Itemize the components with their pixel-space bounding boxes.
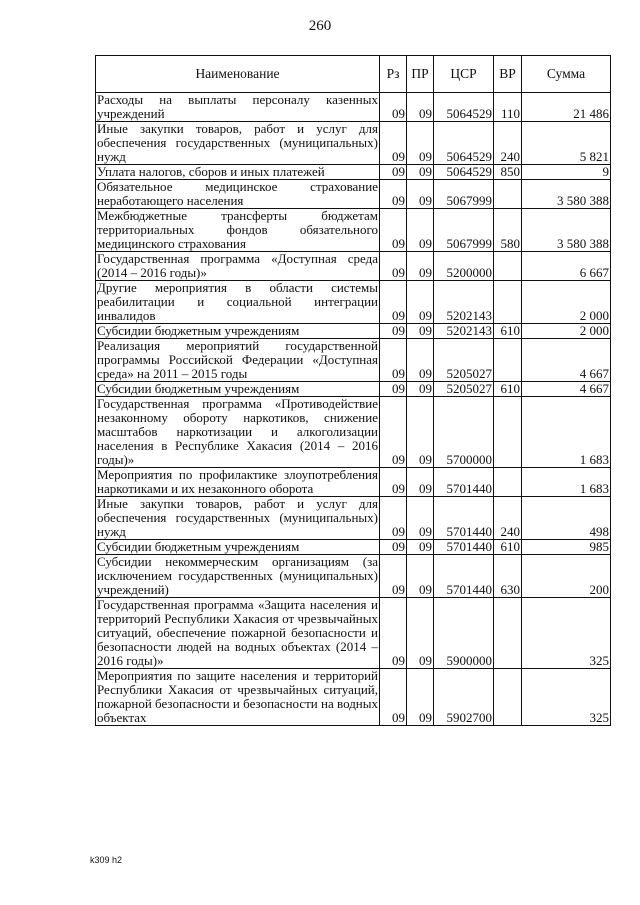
row-name: Обязательное медицинское страхование неработающего населения xyxy=(97,179,378,208)
table-row xyxy=(96,555,611,598)
row-name: Уплата налогов, сборов и иных платежей xyxy=(96,165,380,180)
row-vr xyxy=(494,669,522,726)
row-pr: 09 xyxy=(407,382,434,397)
row-pr: 09 xyxy=(407,180,434,209)
header-pr: ПР xyxy=(407,56,434,93)
row-name: Иные закупки товаров, работ и услуг для обеспечения государственных (муниципальных) нужд xyxy=(97,496,378,539)
budget-table xyxy=(95,55,611,726)
row-vr: 610 xyxy=(494,540,522,555)
row-rz: 09 xyxy=(380,165,407,180)
row-name: Мероприятия по профилактике злоупотребления наркотиками и их незаконного оборота xyxy=(97,467,378,496)
table-row xyxy=(96,598,611,669)
row-rz: 09 xyxy=(380,180,407,209)
row-vr xyxy=(494,397,522,468)
row-vr xyxy=(494,252,522,281)
row-csr: 5902700 xyxy=(434,669,494,726)
row-sum: 498 xyxy=(522,497,611,540)
row-sum: 3 580 388 xyxy=(522,180,611,209)
header-name: Наименование xyxy=(96,56,380,93)
row-csr: 5700000 xyxy=(434,397,494,468)
table-header-row xyxy=(96,56,611,93)
row-name: Субсидии бюджетным учреждениям xyxy=(96,540,380,555)
row-name: Расходы на выплаты персоналу казенных учреждений xyxy=(97,92,378,121)
row-rz: 09 xyxy=(380,339,407,382)
table-row xyxy=(96,497,611,540)
row-pr: 09 xyxy=(407,598,434,669)
row-sum: 5 821 xyxy=(522,122,611,165)
row-vr: 630 xyxy=(494,555,522,598)
table-row xyxy=(96,397,611,468)
row-rz: 09 xyxy=(380,598,407,669)
row-sum: 1 683 xyxy=(522,397,611,468)
row-vr: 240 xyxy=(494,497,522,540)
row-pr: 09 xyxy=(407,209,434,252)
row-sum: 200 xyxy=(522,555,611,598)
table-row xyxy=(96,93,611,122)
row-csr: 5701440 xyxy=(434,555,494,598)
row-rz: 09 xyxy=(380,382,407,397)
row-csr: 5064529 xyxy=(434,122,494,165)
row-vr: 240 xyxy=(494,122,522,165)
row-pr: 09 xyxy=(407,540,434,555)
table-row xyxy=(96,252,611,281)
row-name: Субсидии бюджетным учреждениям xyxy=(96,324,380,339)
row-pr: 09 xyxy=(407,281,434,324)
table-row xyxy=(96,669,611,726)
footer-code: k309 h2 xyxy=(90,855,123,865)
row-name: Государственная программа «Доступная среда (2014 – 2016 годы)» xyxy=(97,251,378,280)
row-csr: 5202143 xyxy=(434,281,494,324)
row-csr: 5701440 xyxy=(434,468,494,497)
row-rz: 09 xyxy=(380,555,407,598)
row-sum: 6 667 xyxy=(522,252,611,281)
row-pr: 09 xyxy=(407,165,434,180)
table-body xyxy=(96,93,611,726)
row-pr: 09 xyxy=(407,468,434,497)
row-name: Субсидии некоммерческим организациям (за исключением государственных (муниципальных) учреждений) xyxy=(97,554,378,597)
row-pr: 09 xyxy=(407,93,434,122)
row-pr: 09 xyxy=(407,122,434,165)
row-sum: 2 000 xyxy=(522,324,611,339)
row-rz: 09 xyxy=(380,122,407,165)
row-vr xyxy=(494,180,522,209)
row-sum: 9 xyxy=(522,165,611,180)
row-name: Государственная программа «Противодействие незаконному обороту наркотиков, снижение масштабов наркотизации и алкоголизации населения в Республике Хакасия (2014 – 2016 годы)» xyxy=(97,396,378,467)
row-rz: 09 xyxy=(380,669,407,726)
row-sum: 325 xyxy=(522,598,611,669)
table-row xyxy=(96,324,611,339)
row-csr: 5064529 xyxy=(434,93,494,122)
row-pr: 09 xyxy=(407,252,434,281)
row-rz: 09 xyxy=(380,324,407,339)
row-rz: 09 xyxy=(380,281,407,324)
row-sum: 2 000 xyxy=(522,281,611,324)
header-sum: Сумма xyxy=(522,56,611,93)
row-rz: 09 xyxy=(380,397,407,468)
row-csr: 5205027 xyxy=(434,339,494,382)
row-vr: 610 xyxy=(494,324,522,339)
table-row xyxy=(96,165,611,180)
header-vr: ВР xyxy=(494,56,522,93)
row-name: Мероприятия по защите населения и территорий Республики Хакасия от чрезвычайных ситуаций, пожарной безопасности и безопасности на водных объектах xyxy=(97,668,378,725)
row-rz: 09 xyxy=(380,540,407,555)
row-sum: 985 xyxy=(522,540,611,555)
header-csr: ЦСР xyxy=(434,56,494,93)
row-rz: 09 xyxy=(380,468,407,497)
row-vr: 610 xyxy=(494,382,522,397)
row-csr: 5202143 xyxy=(434,324,494,339)
row-pr: 09 xyxy=(407,397,434,468)
table-row xyxy=(96,339,611,382)
row-vr xyxy=(494,598,522,669)
row-name: Государственная программа «Защита населения и территорий Республики Хакасия от чрезвычайных ситуаций, обеспечение пожарной безопасности и безопасности людей на водных объектах (2014 – 2016 годы)» xyxy=(97,597,378,668)
row-csr: 5701440 xyxy=(434,540,494,555)
row-pr: 09 xyxy=(407,669,434,726)
row-csr: 5200000 xyxy=(434,252,494,281)
table-row xyxy=(96,122,611,165)
row-csr: 5067999 xyxy=(434,180,494,209)
row-csr: 5205027 xyxy=(434,382,494,397)
table-row xyxy=(96,382,611,397)
row-sum: 1 683 xyxy=(522,468,611,497)
row-csr: 5900000 xyxy=(434,598,494,669)
row-vr xyxy=(494,281,522,324)
row-vr xyxy=(494,468,522,497)
row-sum: 325 xyxy=(522,669,611,726)
header-rz: Рз xyxy=(380,56,407,93)
table-row xyxy=(96,281,611,324)
table-row xyxy=(96,209,611,252)
row-pr: 09 xyxy=(407,339,434,382)
row-vr xyxy=(494,339,522,382)
row-vr: 580 xyxy=(494,209,522,252)
row-name: Иные закупки товаров, работ и услуг для обеспечения государственных (муниципальных) нужд xyxy=(97,121,378,164)
row-name: Межбюджетные трансферты бюджетам территориальных фондов обязательного медицинского страхования xyxy=(97,208,378,251)
row-vr: 110 xyxy=(494,93,522,122)
row-pr: 09 xyxy=(407,555,434,598)
row-vr: 850 xyxy=(494,165,522,180)
row-name: Другие мероприятия в области системы реабилитации и социальной интеграции инвалидов xyxy=(97,280,378,323)
row-sum: 3 580 388 xyxy=(522,209,611,252)
row-csr: 5064529 xyxy=(434,165,494,180)
row-csr: 5701440 xyxy=(434,497,494,540)
page-number: 260 xyxy=(308,18,332,34)
row-pr: 09 xyxy=(407,324,434,339)
row-rz: 09 xyxy=(380,93,407,122)
row-sum: 21 486 xyxy=(522,93,611,122)
row-name: Субсидии бюджетным учреждениям xyxy=(96,382,380,397)
row-csr: 5067999 xyxy=(434,209,494,252)
row-sum: 4 667 xyxy=(522,382,611,397)
row-name: Реализация мероприятий государственной программы Российской Федерации «Доступная среда» на 2011 – 2015 годы xyxy=(97,338,378,381)
table-row xyxy=(96,468,611,497)
row-rz: 09 xyxy=(380,209,407,252)
row-pr: 09 xyxy=(407,497,434,540)
row-rz: 09 xyxy=(380,497,407,540)
row-rz: 09 xyxy=(380,252,407,281)
table-row xyxy=(96,180,611,209)
table-row xyxy=(96,540,611,555)
row-sum: 4 667 xyxy=(522,339,611,382)
